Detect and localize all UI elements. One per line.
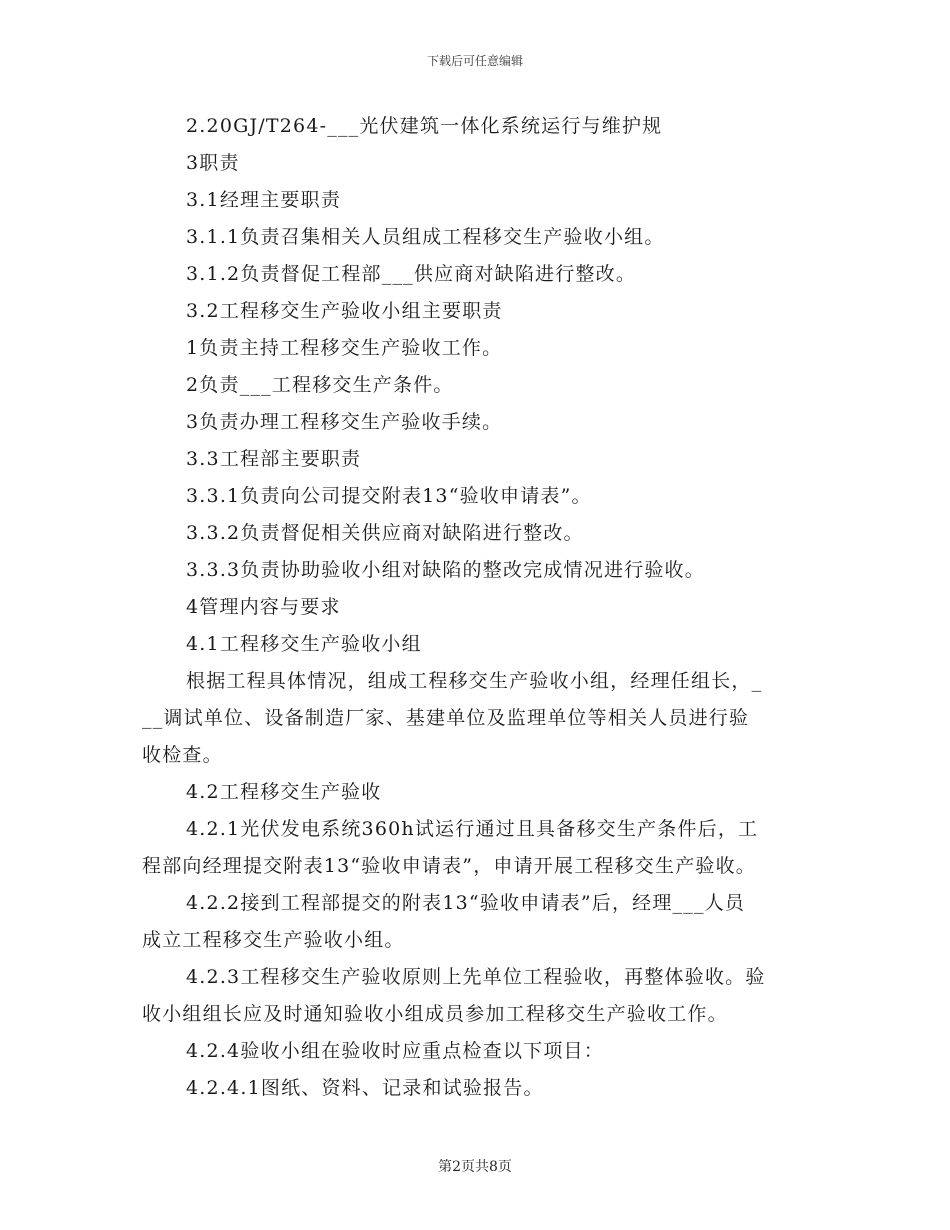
page-header: 下载后可任意编辑 [426, 54, 523, 68]
section-heading: 4.2工程移交生产验收 [186, 781, 382, 803]
text-line: 3.1.2负责督促工程部___供应商对缺陷进行整改。 [186, 263, 637, 285]
section-heading: 4管理内容与要求 [186, 596, 341, 618]
text-line: 4.2.4.1图纸、资料、记录和试验报告。 [186, 1077, 544, 1099]
text-line: 3负责办理工程移交生产验收手续。 [186, 411, 503, 433]
section-heading: 3职责 [186, 152, 240, 174]
section-heading: 3.1经理主要职责 [186, 189, 342, 211]
paragraph-line: __调试单位、设备制造厂家、基建单位及监理单位等相关人员进行验 [142, 707, 750, 729]
section-heading: 4.1工程移交生产验收小组 [186, 633, 422, 655]
paragraph-line: 4.2.2接到工程部提交的附表13“验收申请表”后，经理___人员 [186, 892, 746, 914]
document-body [142, 108, 818, 1107]
page-footer: 第2页共8页 [438, 1159, 512, 1175]
paragraph-line: 成立工程移交生产验收小组。 [142, 929, 405, 951]
paragraph-line: 4.2.3工程移交生产验收原则上先单位工程验收，再整体验收。验 [186, 966, 766, 988]
section-heading: 3.2工程移交生产验收小组主要职责 [186, 300, 503, 322]
section-heading: 3.3工程部主要职责 [186, 448, 362, 470]
paragraph-line: 收小组组长应及时通知验收小组成员参加工程移交生产验收工作。 [142, 1003, 728, 1025]
paragraph-line: 收检查。 [142, 744, 223, 766]
text-line: 1负责主持工程移交生产验收工作。 [186, 337, 503, 359]
paragraph-line: 程部向经理提交附表13“验收申请表”，申请开展工程移交生产验收。 [142, 855, 757, 877]
text-line: 3.3.2负责督促相关供应商对缺陷进行整改。 [186, 522, 584, 544]
text-line: 2负责___工程移交生产条件。 [186, 374, 454, 396]
text-line: 4.2.4验收小组在验收时应重点检查以下项目： [186, 1040, 604, 1062]
text-line: 3.1.1负责召集相关人员组成工程移交生产验收小组。 [186, 226, 665, 248]
paragraph-line: 根据工程具体情况，组成工程移交生产验收小组，经理任组长，_ [186, 670, 763, 692]
paragraph-line: 4.2.1光伏发电系统360h试运行通过且具备移交生产条件后，工 [186, 818, 759, 840]
text-line: 3.3.1负责向公司提交附表13“验收申请表”。 [186, 485, 592, 507]
text-line: 3.3.3负责协助验收小组对缺陷的整改完成情况进行验收。 [186, 559, 705, 581]
text-line: 2.20GJ/T264-___光伏建筑一体化系统运行与维护规 [186, 115, 663, 137]
